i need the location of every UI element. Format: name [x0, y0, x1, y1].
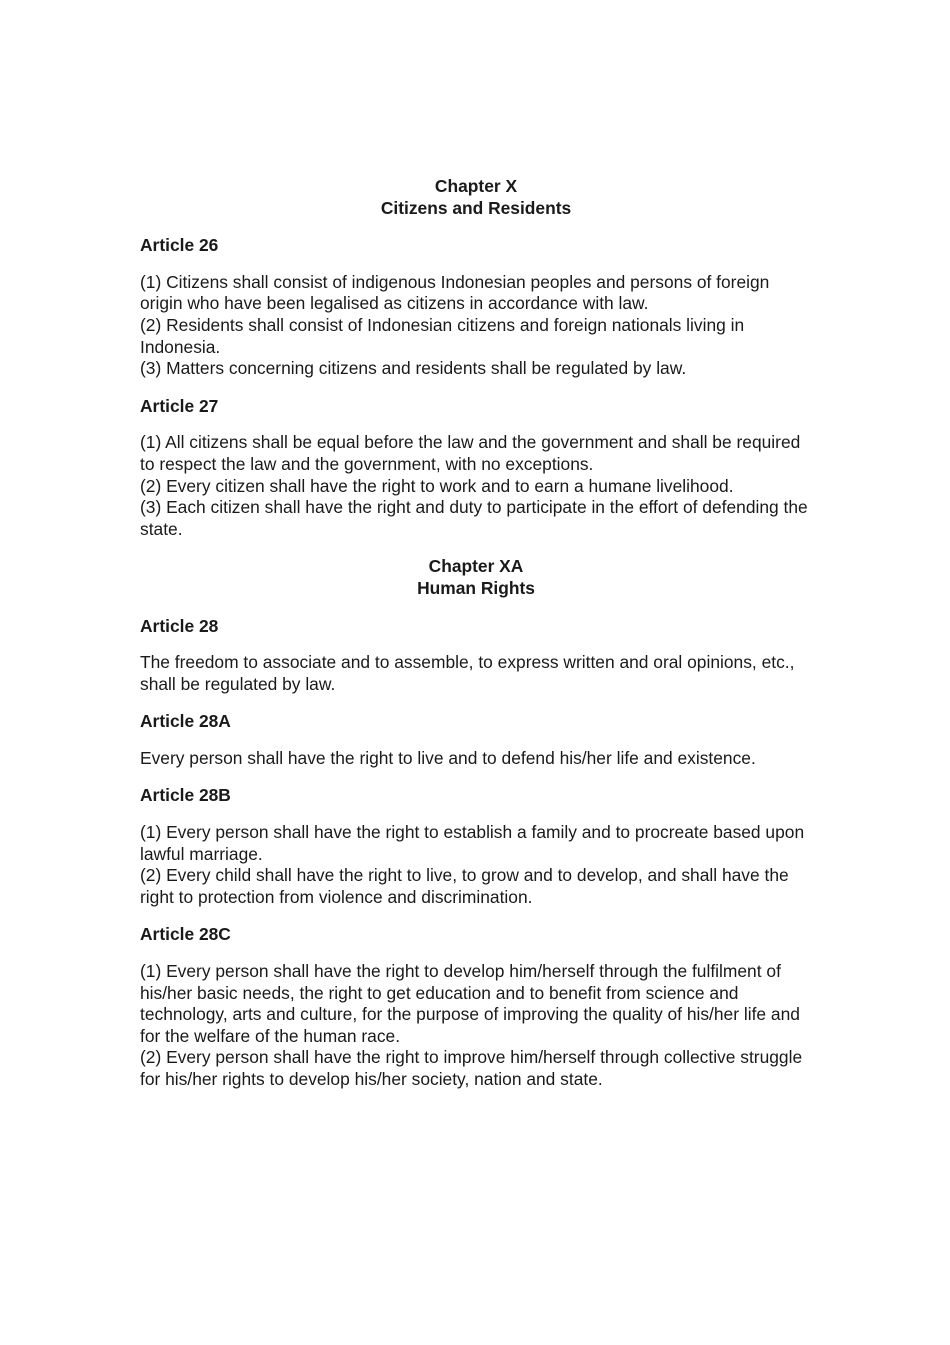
- article-paragraph: (2) Every citizen shall have the right to work and to earn a humane livelihood.: [140, 475, 734, 496]
- article-paragraph: (3) Matters concerning citizens and residents shall be regulated by law.: [140, 358, 687, 379]
- article-title: Article 27: [140, 395, 219, 416]
- document-page: [140, 176, 812, 1091]
- article-paragraph: (3) Each citizen shall have the right and duty to participate in the effort of defending the state.: [140, 497, 808, 539]
- article-paragraph: (1) All citizens shall be equal before the law and the government and shall be required to respect the law and the government, with no exceptions.: [140, 432, 801, 474]
- chapter-number: Chapter XA: [428, 556, 524, 577]
- article-paragraph: (2) Every person shall have the right to improve him/herself through collective struggle for his/her rights to develop his/her society, nation and state.: [140, 1047, 803, 1089]
- chapter-title: Citizens and Residents: [380, 197, 572, 218]
- article-title: Article 28C: [140, 924, 231, 945]
- chapter-title: Human Rights: [417, 577, 535, 598]
- chapter-heading: [140, 176, 812, 219]
- article-title: Article 28B: [140, 785, 231, 806]
- chapter-number: Chapter X: [434, 176, 518, 196]
- article-paragraph: (1) Every person shall have the right to develop him/herself through the fulfilment of his/her basic needs, the right to get education and to benefit from science and technology, arts and culture, for the purpose of improving the quality of his/her life and for the welfare of the human race.: [140, 961, 800, 1046]
- article-paragraph: The freedom to associate and to assemble, to express written and oral opinions, etc., shall be regulated by law.: [140, 652, 795, 694]
- article-title: Article 28: [140, 615, 219, 636]
- chapter-heading: [140, 556, 812, 599]
- article-title: Article 28A: [140, 711, 231, 732]
- article-paragraph: (1) Citizens shall consist of indigenous Indonesian peoples and persons of foreign origin who have been legalised as citizens in accordance with law.: [140, 271, 770, 314]
- article-paragraph: Every person shall have the right to live and to defend his/her life and existence.: [140, 747, 756, 768]
- article-title: Article 26: [140, 235, 219, 256]
- article-paragraph: (1) Every person shall have the right to establish a family and to procreate based upon lawful marriage.: [140, 822, 805, 864]
- article-paragraph: (2) Every child shall have the right to live, to grow and to develop, and shall have the right to protection from violence and discrimination.: [140, 865, 789, 907]
- article-paragraph: (2) Residents shall consist of Indonesian citizens and foreign nationals living in Indonesia.: [140, 314, 745, 357]
